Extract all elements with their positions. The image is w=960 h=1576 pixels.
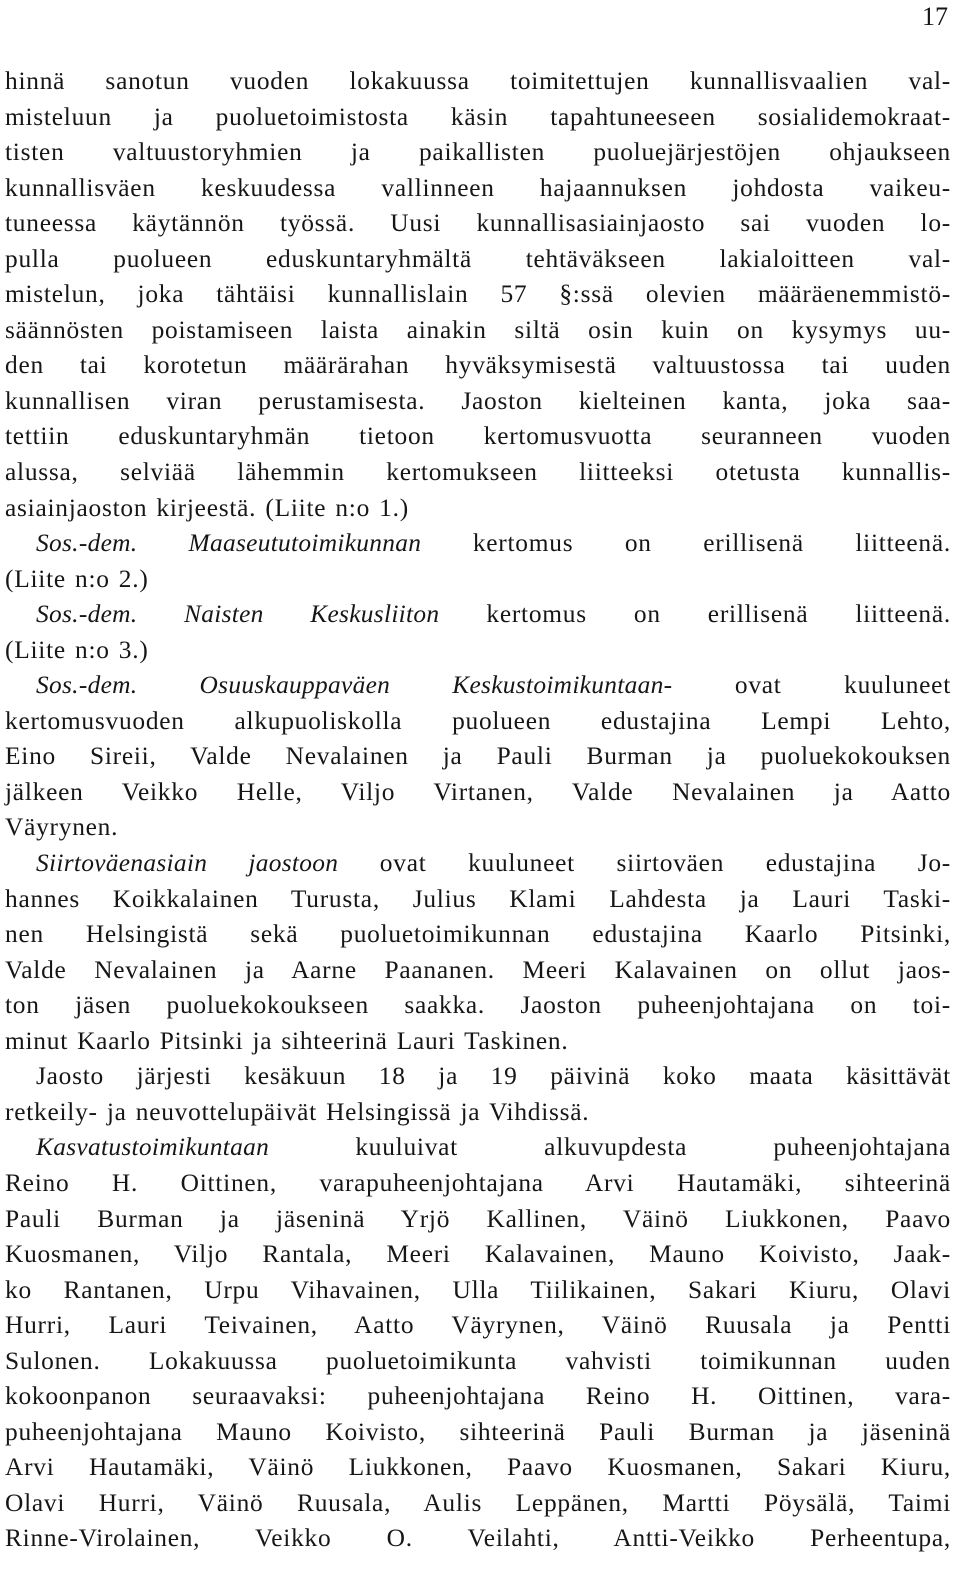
text-line [5,917,951,953]
text-line [5,882,951,918]
page-number: 17 [922,2,948,31]
text-span: Olavi Hurri, Väinö Ruusala, Aulis Leppänen, Martti Pöysälä, Taimi [5,1488,951,1517]
text-line [5,277,951,313]
text-line [5,633,951,669]
text-line [5,1379,951,1415]
text-span: tuneessa käytännön työssä. Uusi kunnallisasiainjaosto sai vuoden lo- [5,209,951,238]
text-span: minut Kaarlo Pitsinki ja sihteerinä Lauri Taskinen. [5,1026,569,1055]
text-span: kunnallisväen keskuudessa vallinneen hajaannuksen johdosta vaikeu- [5,173,951,202]
text-span: hannes Koikkalainen Turusta, Julius Klami Lahdesta ja Lauri Taski- [5,884,951,913]
text-span: misteluun ja puoluetoimistosta käsin tapahtuneeseen sosialidemokraat- [5,102,951,131]
text-span: tisten valtuustoryhmien ja paikallisten puoluejärjestöjen ohjaukseen [5,138,951,167]
text-line [5,1450,951,1486]
text-span: puheenjohtajana Mauno Koivisto, sihteerinä Pauli Burman ja jäseninä [5,1417,951,1446]
italic-heading: Sos.-dem. Maaseututoimikunnan [36,529,422,558]
text-line [5,242,951,278]
text-line [5,135,951,171]
italic-heading: Kasvatustoimikuntaan [36,1133,270,1162]
text-line [5,704,951,740]
text-line [5,562,951,598]
italic-heading: Siirtoväenasiain jaostoon [36,849,339,878]
text-span: Reino H. Oittinen, varapuheenjohtajana Arvi Hautamäki, sihteerinä [5,1168,951,1197]
text-line [5,775,951,811]
text-span: (Liite n:o 2.) [5,564,149,593]
text-line [5,171,951,207]
text-line [5,384,951,420]
text-span: Kuosmanen, Viljo Rantala, Meeri Kalavainen, Mauno Koivisto, Jaak- [5,1240,951,1269]
text-span: Rinne-Virolainen, Veikko O. Veilahti, Antti-Veikko Perheentupa, [5,1524,951,1553]
text-line [5,1344,951,1380]
text-line [5,1059,951,1095]
text-line [5,1166,951,1202]
text-line [5,313,951,349]
text-span: retkeily- ja neuvottelupäivät Helsingissä ja Vihdissä. [5,1097,590,1126]
text-span: säännösten poistamiseen laista ainakin siltä osin kuin on kysymys uu- [5,315,951,344]
text-span: Valde Nevalainen ja Aarne Paananen. Meeri Kalavainen on ollut jaos- [5,955,951,984]
text-span: kunnallisen viran perustamisesta. Jaoston kielteinen kanta, joka saa- [5,386,951,415]
text-span: ko Rantanen, Urpu Vihavainen, Ulla Tiilikainen, Sakari Kiuru, Olavi [5,1275,951,1304]
text-span: hinnä sanotun vuoden lokakuussa toimitettujen kunnallisvaalien val- [5,67,951,95]
text-span: pulla puolueen eduskuntaryhmältä tehtäväkseen lakialoitteen val- [5,244,951,273]
text-span: kokoonpanon seuraavaksi: puheenjohtajana Reino H. Oittinen, vara- [5,1382,951,1411]
text-line [5,1521,951,1557]
text-span: Pauli Burman ja jäseninä Yrjö Kallinen, Väinö Liukkonen, Paavo [5,1204,951,1233]
text-line [5,419,951,455]
text-line [5,1486,951,1522]
text-span: Sulonen. Lokakuussa puoluetoimikunta vahvisti toimikunnan uuden [5,1346,951,1375]
text-line [5,668,951,704]
text-span: kertomus on erillisenä liitteenä. [439,600,951,629]
text-line [5,100,951,136]
text-span: den tai korotetun määrärahan hyväksymisestä valtuustossa tai uuden [5,351,951,380]
text-line [5,1095,951,1131]
text-span: tettiin eduskuntaryhmän tietoon kertomusvuotta seuranneen vuoden [5,422,951,451]
text-line [5,1415,951,1451]
text-line [5,491,951,527]
text-span: kuuluivat alkuvupdesta puheenjohtajana [269,1133,951,1162]
text-line [5,810,951,846]
text-span: asiainjaoston kirjeestä. (Liite n:o 1.) [5,493,409,522]
text-span: mistelun, joka tähtäisi kunnallislain 57 §:ssä olevien määräenemmistö- [5,280,951,309]
text-line [5,1130,951,1166]
text-span: Arvi Hautamäki, Väinö Liukkonen, Paavo Kuosmanen, Sakari Kiuru, [5,1453,951,1482]
text-span: Jaosto järjesti kesäkuun 18 ja 19 päivinä koko maata käsittävät [36,1062,951,1091]
text-span: ovat kuuluneet siirtoväen edustajina Jo- [338,849,951,878]
text-line [5,1308,951,1344]
text-span: Eino Sireii, Valde Nevalainen ja Pauli Burman ja puoluekokouksen [5,742,951,771]
text-line [5,953,951,989]
text-span: ovat kuuluneet [672,671,951,700]
text-line [5,1024,951,1060]
body-text [5,64,951,1557]
text-span: alussa, selviää lähemmin kertomukseen liitteeksi otetusta kunnallis- [5,458,951,487]
text-line [5,348,951,384]
text-span: Väyrynen. [5,813,119,842]
text-line [5,455,951,491]
text-line [5,597,951,633]
text-span: ton jäsen puoluekokoukseen saakka. Jaoston puheenjohtajana on toi- [5,991,951,1020]
text-span: (Liite n:o 3.) [5,635,149,664]
italic-heading: Sos.-dem. Naisten Keskusliiton [36,600,440,629]
text-line [5,1202,951,1238]
text-line [5,526,951,562]
text-span: jälkeen Veikko Helle, Viljo Virtanen, Valde Nevalainen ja Aatto [5,777,951,806]
text-line [5,64,951,100]
text-line [5,206,951,242]
text-span: nen Helsingistä sekä puoluetoimikunnan edustajina Kaarlo Pitsinki, [5,920,951,949]
text-line [5,1273,951,1309]
text-span: Hurri, Lauri Teivainen, Aatto Väyrynen, Väinö Ruusala ja Pentti [5,1311,951,1340]
text-span: kertomus on erillisenä liitteenä. [421,529,951,558]
text-line [5,739,951,775]
text-span: kertomusvuoden alkupuoliskolla puolueen edustajina Lempi Lehto, [5,706,951,735]
text-line [5,988,951,1024]
text-line [5,846,951,882]
italic-heading: Sos.-dem. Osuuskauppaväen Keskustoimikuntaan- [36,671,673,700]
text-line [5,1237,951,1273]
